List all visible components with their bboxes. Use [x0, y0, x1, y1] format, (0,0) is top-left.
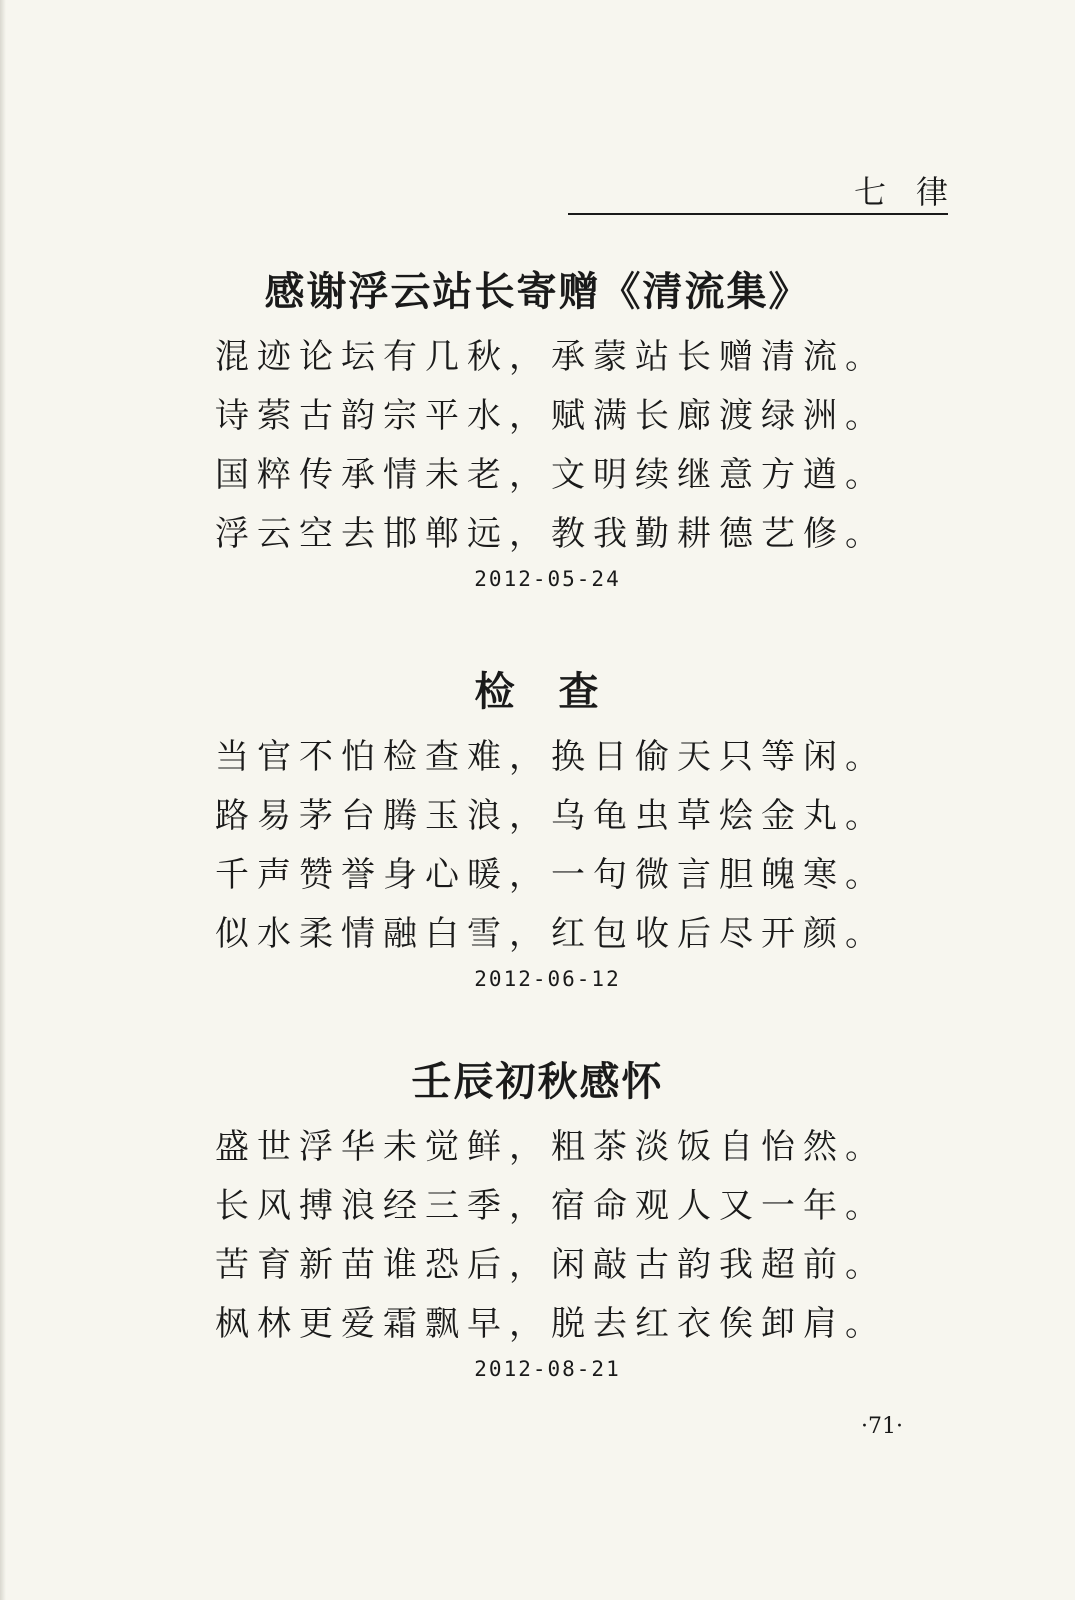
poem-1	[0, 264, 1075, 594]
poem-line: 盛世浮华未觉鲜，粗茶淡饭自怡然。	[215, 1127, 887, 1167]
poem-body	[215, 728, 1075, 964]
poem-2	[0, 664, 1075, 994]
poem-line: 苦育新苗谁恐后，闲敲古韵我超前。	[215, 1245, 887, 1285]
poem-line: 国粹传承情未老，文明续继意方遒。	[215, 455, 887, 495]
poem-line: 混迹论坛有几秋，承蒙站长赠清流。	[215, 337, 887, 377]
poem-date: 2012-06-12	[474, 967, 621, 991]
poem-line: 路易茅台腾玉浪，乌龟虫草烩金丸。	[215, 796, 887, 836]
page-number: ·71·	[861, 1414, 903, 1439]
poem-line: 长风搏浪经三季，宿命观人又一年。	[215, 1186, 887, 1226]
poem-line: 似水柔情融白雪，红包收后尽开颜。	[215, 914, 887, 954]
poem-line: 诗萦古韵宗平水，赋满长廊渡绿洲。	[215, 396, 887, 436]
poem-body	[215, 328, 1075, 564]
poem-line: 千声赞誉身心暖，一句微言胆魄寒。	[215, 855, 887, 895]
poem-date: 2012-05-24	[474, 567, 621, 591]
poem-3	[0, 1054, 1075, 1384]
poem-line: 当官不怕检查难，换日偷天只等闲。	[215, 737, 887, 777]
poem-title: 感谢浮云站长寄赠《清流集》	[264, 268, 811, 315]
poem-body	[215, 1118, 1075, 1354]
section-header	[568, 165, 978, 215]
poem-title: 检 查	[474, 668, 601, 715]
poem-line: 枫林更爱霜飘早，脱去红衣俟卸肩。	[215, 1304, 887, 1344]
poem-title: 壬辰初秋感怀	[411, 1058, 664, 1105]
poem-date: 2012-08-21	[474, 1357, 621, 1381]
poem-line: 浮云空去邯郸远，教我勤耕德艺修。	[215, 514, 887, 554]
section-header-label: 七律	[853, 173, 978, 211]
